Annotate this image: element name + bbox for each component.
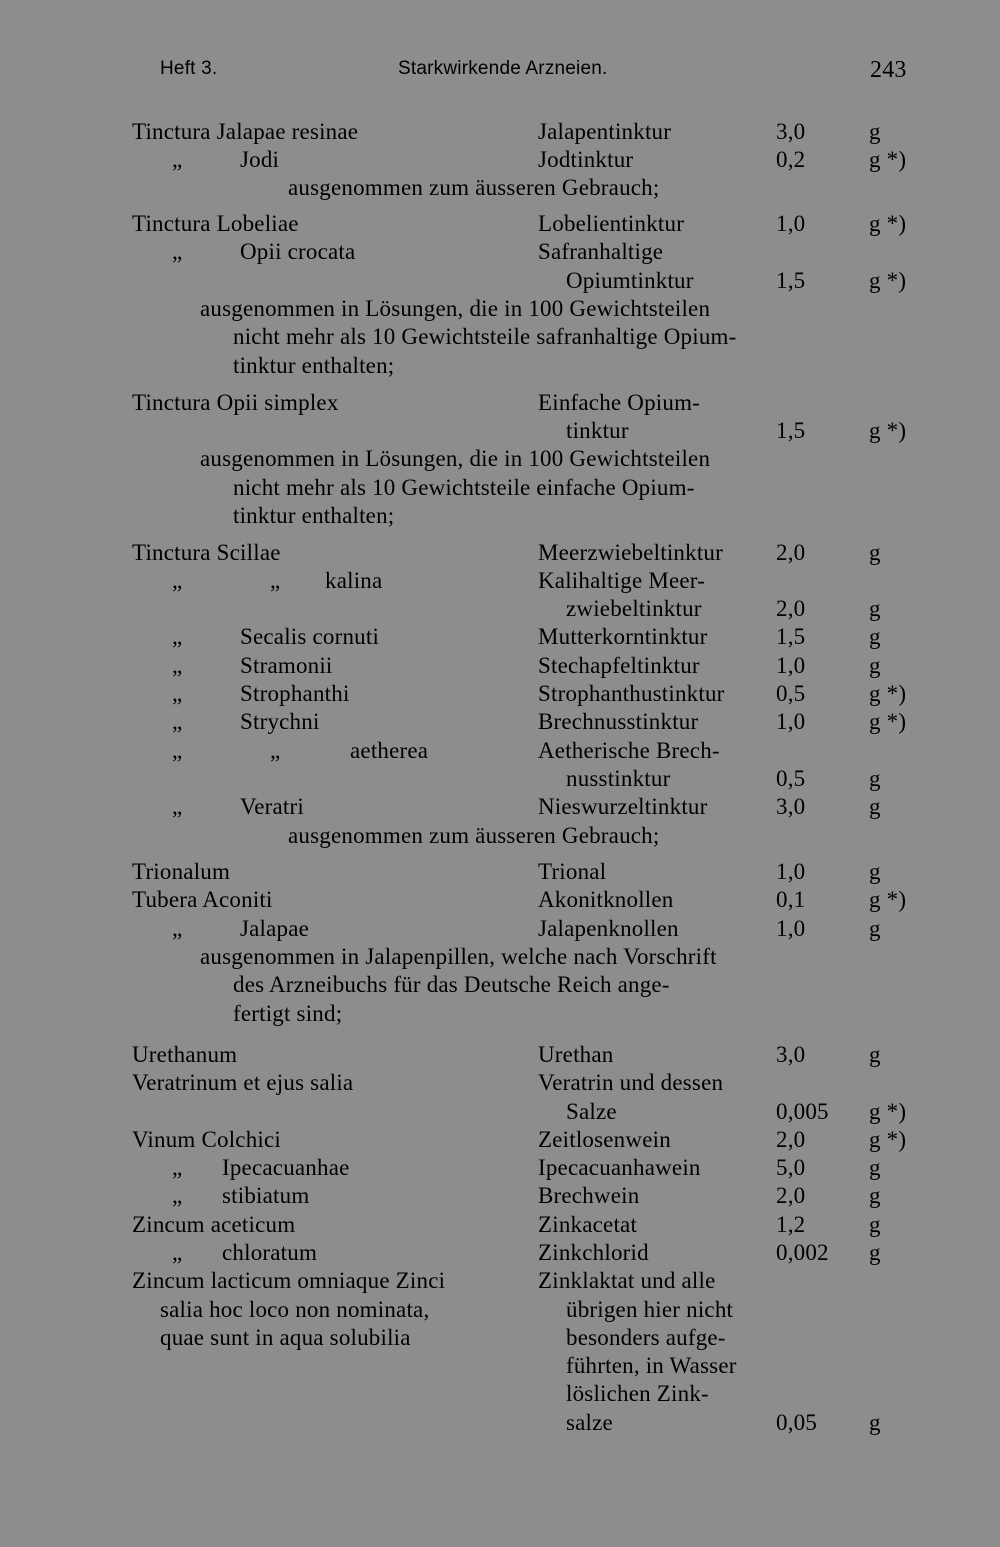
german-name: Akonitknollen: [538, 887, 674, 912]
max-dose-amount: 1,5: [776, 268, 806, 293]
german-name-continued: übrigen hier nicht: [566, 1297, 734, 1322]
german-name: Brechnusstinktur: [538, 709, 699, 734]
latin-name: Veratri: [240, 794, 304, 819]
latin-name: Zincum aceticum: [132, 1212, 296, 1237]
latin-name: Tinctura Jalapae resinae: [132, 119, 359, 144]
german-name: Trional: [538, 859, 607, 884]
latin-name: stibiatum: [222, 1183, 310, 1208]
dose-unit: g *): [869, 887, 907, 912]
dose-unit: g *): [869, 211, 907, 236]
page-number: 243: [870, 57, 907, 83]
german-name-continued: Opiumtinktur: [566, 268, 694, 293]
latin-name: Urethanum: [132, 1042, 238, 1067]
max-dose-amount: 3,0: [776, 1042, 806, 1067]
dose-unit: g: [869, 1155, 881, 1180]
german-name: Safranhaltige: [538, 239, 664, 264]
latin-name: Tinctura Lobeliae: [132, 211, 299, 236]
german-name-continued: besonders aufge-: [566, 1325, 726, 1350]
german-name-continued: salze: [566, 1410, 613, 1435]
ditto-mark: „: [172, 147, 183, 172]
german-name: Lobelientinktur: [538, 211, 685, 236]
max-dose-amount: 0,005: [776, 1099, 829, 1124]
german-name: Ipecacuanhawein: [538, 1155, 701, 1180]
max-dose-amount: 3,0: [776, 119, 806, 144]
dose-unit: g: [869, 1183, 881, 1208]
german-name: Jodtinktur: [538, 147, 634, 172]
ditto-mark: „: [172, 1183, 183, 1208]
latin-name: aetherea: [350, 738, 429, 763]
german-name: Veratrin und dessen: [538, 1070, 724, 1095]
ditto-mark: „: [172, 794, 183, 819]
latin-name: Tinctura Scillae: [132, 540, 281, 565]
exception-note: ausgenommen zum äusseren Gebrauch;: [288, 823, 660, 848]
max-dose-amount: 1,0: [776, 211, 806, 236]
exception-note: ausgenommen zum äusseren Gebrauch;: [288, 175, 660, 200]
running-head-left: Heft 3.: [160, 58, 218, 79]
max-dose-amount: 1,0: [776, 653, 806, 678]
max-dose-amount: 3,0: [776, 794, 806, 819]
latin-name: Jodi: [240, 147, 280, 172]
dose-unit: g *): [869, 147, 907, 172]
german-name-continued: Salze: [566, 1099, 617, 1124]
dose-unit: g *): [869, 1099, 907, 1124]
ditto-mark: „: [172, 916, 183, 941]
max-dose-amount: 0,5: [776, 766, 806, 791]
german-name: Urethan: [538, 1042, 614, 1067]
german-name-continued: zwiebeltinktur: [566, 596, 702, 621]
german-name: Kalihaltige Meer-: [538, 568, 706, 593]
german-name: Einfache Opium-: [538, 390, 701, 415]
latin-name: Jalapae: [240, 916, 310, 941]
german-name-continued: führten, in Wasser: [566, 1353, 737, 1378]
german-name: Strophanthustinktur: [538, 681, 725, 706]
german-name: Zinkchlorid: [538, 1240, 649, 1265]
max-dose-amount: 1,2: [776, 1212, 806, 1237]
latin-name: Veratrinum et ejus salia: [132, 1070, 354, 1095]
dose-unit: g *): [869, 268, 907, 293]
max-dose-amount: 2,0: [776, 540, 806, 565]
max-dose-amount: 0,002: [776, 1240, 829, 1265]
dose-unit: g: [869, 1212, 881, 1237]
ditto-mark: „: [270, 738, 281, 763]
ditto-mark: „: [172, 738, 183, 763]
ditto-mark: „: [172, 681, 183, 706]
dose-unit: g *): [869, 681, 907, 706]
dose-unit: g *): [869, 709, 907, 734]
max-dose-amount: 0,5: [776, 681, 806, 706]
latin-name: Trionalum: [132, 859, 231, 884]
german-name-continued: löslichen Zink-: [566, 1381, 709, 1406]
exception-note: nicht mehr als 10 Gewichtsteile einfache Opium-: [233, 475, 695, 500]
latin-name: Secalis cornuti: [240, 624, 380, 649]
ditto-mark: „: [172, 1155, 183, 1180]
ditto-mark: „: [270, 568, 281, 593]
max-dose-amount: 1,5: [776, 624, 806, 649]
german-name-continued: tinktur: [566, 418, 629, 443]
latin-name: Tubera Aconiti: [132, 887, 273, 912]
latin-name-continued: quae sunt in aqua solubilia: [160, 1325, 411, 1350]
exception-note: tinktur enthalten;: [233, 503, 395, 528]
ditto-mark: „: [172, 239, 183, 264]
max-dose-amount: 1,0: [776, 916, 806, 941]
dose-unit: g: [869, 624, 881, 649]
dose-unit: g: [869, 1410, 881, 1435]
max-dose-amount: 1,0: [776, 709, 806, 734]
max-dose-amount: 0,1: [776, 887, 806, 912]
running-head-title: Starkwirkende Arzneien.: [398, 58, 608, 79]
latin-name: Zincum lacticum omniaque Zinci: [132, 1268, 446, 1293]
german-name-continued: nusstinktur: [566, 766, 671, 791]
ditto-mark: „: [172, 624, 183, 649]
exception-note: ausgenommen in Lösungen, die in 100 Gewichtsteilen: [200, 446, 711, 471]
max-dose-amount: 1,0: [776, 859, 806, 884]
max-dose-amount: 2,0: [776, 596, 806, 621]
latin-name: Opii crocata: [240, 239, 356, 264]
latin-name: Strophanthi: [240, 681, 350, 706]
exception-note: ausgenommen in Jalapenpillen, welche nach Vorschrift: [200, 944, 717, 969]
dose-unit: g *): [869, 418, 907, 443]
latin-name: Vinum Colchici: [132, 1127, 281, 1152]
exception-note: nicht mehr als 10 Gewichtsteile safranhaltige Opium-: [233, 324, 737, 349]
max-dose-amount: 2,0: [776, 1127, 806, 1152]
ditto-mark: „: [172, 1240, 183, 1265]
max-dose-amount: 0,2: [776, 147, 806, 172]
dose-unit: g: [869, 1042, 881, 1067]
german-name: Aetherische Brech-: [538, 738, 720, 763]
dose-unit: g: [869, 1240, 881, 1265]
dose-unit: g: [869, 766, 881, 791]
ditto-mark: „: [172, 653, 183, 678]
exception-note: ausgenommen in Lösungen, die in 100 Gewichtsteilen: [200, 296, 711, 321]
ditto-mark: „: [172, 568, 183, 593]
dose-unit: g: [869, 794, 881, 819]
german-name: Zinklaktat und alle: [538, 1268, 716, 1293]
max-dose-amount: 2,0: [776, 1183, 806, 1208]
german-name: Zinkacetat: [538, 1212, 638, 1237]
max-dose-amount: 0,05: [776, 1410, 818, 1435]
latin-name: Stramonii: [240, 653, 333, 678]
latin-name: kalina: [325, 568, 383, 593]
german-name: Brechwein: [538, 1183, 640, 1208]
dose-unit: g: [869, 916, 881, 941]
latin-name-continued: salia hoc loco non nominata,: [160, 1297, 430, 1322]
max-dose-amount: 1,5: [776, 418, 806, 443]
dose-unit: g: [869, 653, 881, 678]
exception-note: tinktur enthalten;: [233, 353, 395, 378]
german-name: Mutterkorntinktur: [538, 624, 708, 649]
latin-name: Tinctura Opii simplex: [132, 390, 339, 415]
german-name: Stechapfeltinktur: [538, 653, 700, 678]
latin-name: chloratum: [222, 1240, 318, 1265]
latin-name: Ipecacuanhae: [222, 1155, 350, 1180]
german-name: Nieswurzeltinktur: [538, 794, 708, 819]
dose-unit: g: [869, 119, 881, 144]
german-name: Jalapentinktur: [538, 119, 672, 144]
german-name: Jalapenknollen: [538, 916, 679, 941]
german-name: Meerzwiebeltinktur: [538, 540, 723, 565]
german-name: Zeitlosenwein: [538, 1127, 671, 1152]
latin-name: Strychni: [240, 709, 320, 734]
exception-note: fertigt sind;: [233, 1001, 343, 1026]
dose-unit: g: [869, 859, 881, 884]
ditto-mark: „: [172, 709, 183, 734]
dose-unit: g: [869, 596, 881, 621]
dose-unit: g *): [869, 1127, 907, 1152]
max-dose-amount: 5,0: [776, 1155, 806, 1180]
dose-unit: g: [869, 540, 881, 565]
exception-note: des Arzneibuchs für das Deutsche Reich ange-: [233, 972, 670, 997]
